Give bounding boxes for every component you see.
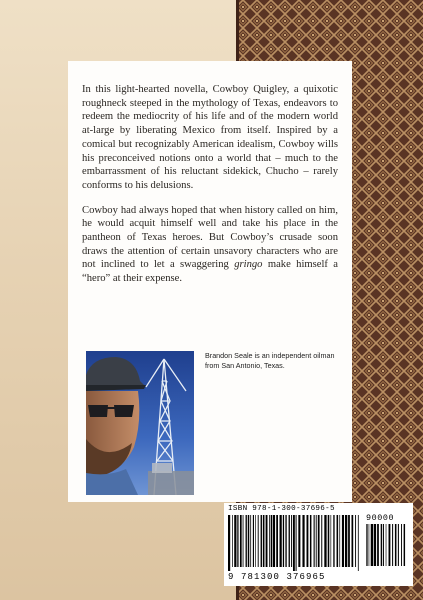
- blurb-paragraph-1: In this light-hearted novella, Cowboy Quigley, a quixotic roughneck steeped in the mythology of Texas, endeavors to redeem the mediocrity of his life and of the modern world at-large by liberating Mexico from itself. Inspired by a comical but recognizably American idealism, Cowboy wills his preconceived notions onto a world that – much to the embarrassment of his reluctant sidekick, Chucho – rarely conforms to his delusions.: [82, 84, 338, 191]
- barcode-bar: [352, 515, 354, 567]
- blurb-paragraph-2: [82, 204, 338, 286]
- barcode-bar: [266, 515, 268, 567]
- barcode-bar: [381, 524, 382, 566]
- barcode-bar: [246, 515, 247, 567]
- barcode-bar: [321, 515, 322, 567]
- description-panel: [68, 61, 352, 502]
- barcode-bar: [261, 515, 262, 567]
- barcode-bar: [374, 524, 376, 566]
- barcode-bar: [285, 515, 286, 567]
- blurb-paragraph-2-end: make himself a “hero” at their expense.: [82, 259, 338, 285]
- blurb-italic-word: gringo: [234, 259, 263, 271]
- barcode-bar: [255, 515, 256, 567]
- barcode-bar: [237, 515, 238, 567]
- isbn-barcode-label: [224, 503, 413, 586]
- blurb-paragraph-2-start: Cowboy had always hoped that when history called on him, he would acquit himself well and take his place in the pantheon of Texas heroes. But Cowboy’s crusade soon draws the attention of certain unsavory characters who are not inclined to let a swaggering: [82, 204, 338, 271]
- barcode-bar: [314, 515, 315, 567]
- isbn-text: ISBN 978-1-300-37696-5: [228, 505, 335, 513]
- barcode-bar: [401, 524, 402, 566]
- barcode-bar: [398, 524, 399, 566]
- barcode-bar: [337, 515, 339, 567]
- barcode-bar: [258, 515, 259, 567]
- barcode-bar: [328, 515, 330, 567]
- barcode-bar: [271, 515, 272, 567]
- barcode-bar: [283, 515, 284, 567]
- barcode-bar: [383, 524, 384, 566]
- book-blurb: [82, 83, 338, 297]
- barcode-bar: [280, 515, 282, 567]
- barcode-bar: [395, 524, 397, 566]
- author-photo: [86, 351, 194, 495]
- ean-barcode: [228, 515, 360, 571]
- barcode-bar: [289, 515, 290, 567]
- barcode-bar: [269, 515, 270, 567]
- barcode-bar: [234, 515, 236, 567]
- barcode-bar: [377, 524, 379, 566]
- barcode-bar: [392, 524, 393, 566]
- barcode-bar: [291, 515, 292, 567]
- author-photo-art: [86, 351, 194, 495]
- barcode-bar: [404, 524, 405, 566]
- barcode-bar: [331, 515, 332, 567]
- barcode-bar: [333, 515, 334, 567]
- barcode-bar: [302, 515, 304, 567]
- barcode-bar: [228, 515, 230, 571]
- barcode-bar: [296, 515, 297, 571]
- barcode-bar: [250, 515, 251, 567]
- barcode-bar: [232, 515, 233, 567]
- barcode-bar: [386, 524, 387, 566]
- barcode-bar: [243, 515, 244, 567]
- barcode-bar: [310, 515, 312, 567]
- barcode-bar: [318, 515, 320, 567]
- barcode-bar: [345, 515, 347, 567]
- barcode-bar: [293, 515, 295, 571]
- barcode-bar: [358, 515, 359, 571]
- barcode-bar: [355, 515, 356, 567]
- barcode-bar: [342, 515, 344, 567]
- barcode-bar: [273, 515, 275, 567]
- barcode-bar: [248, 515, 249, 567]
- barcode-bar: [324, 515, 326, 567]
- price-addon-barcode: [366, 524, 406, 570]
- barcode-bar: [307, 515, 309, 567]
- barcode-bar: [263, 515, 265, 567]
- price-code-text: 90000: [366, 513, 395, 523]
- barcode-bar: [316, 515, 317, 567]
- barcode-bar: [371, 524, 373, 566]
- barcode-bar: [369, 524, 370, 566]
- barcode-digits: 9 781300 376965: [228, 572, 326, 582]
- barcode-bar: [339, 515, 340, 567]
- barcode-bar: [298, 515, 300, 567]
- author-bio: Brandon Seale is an independent oilman from San Antonio, Texas.: [205, 351, 335, 370]
- barcode-bar: [276, 515, 278, 567]
- barcode-bar: [366, 524, 367, 566]
- barcode-bar: [253, 515, 254, 567]
- barcode-bar: [348, 515, 350, 567]
- barcode-bar: [367, 524, 368, 566]
- barcode-bar: [240, 515, 242, 567]
- barcode-bar: [389, 524, 391, 566]
